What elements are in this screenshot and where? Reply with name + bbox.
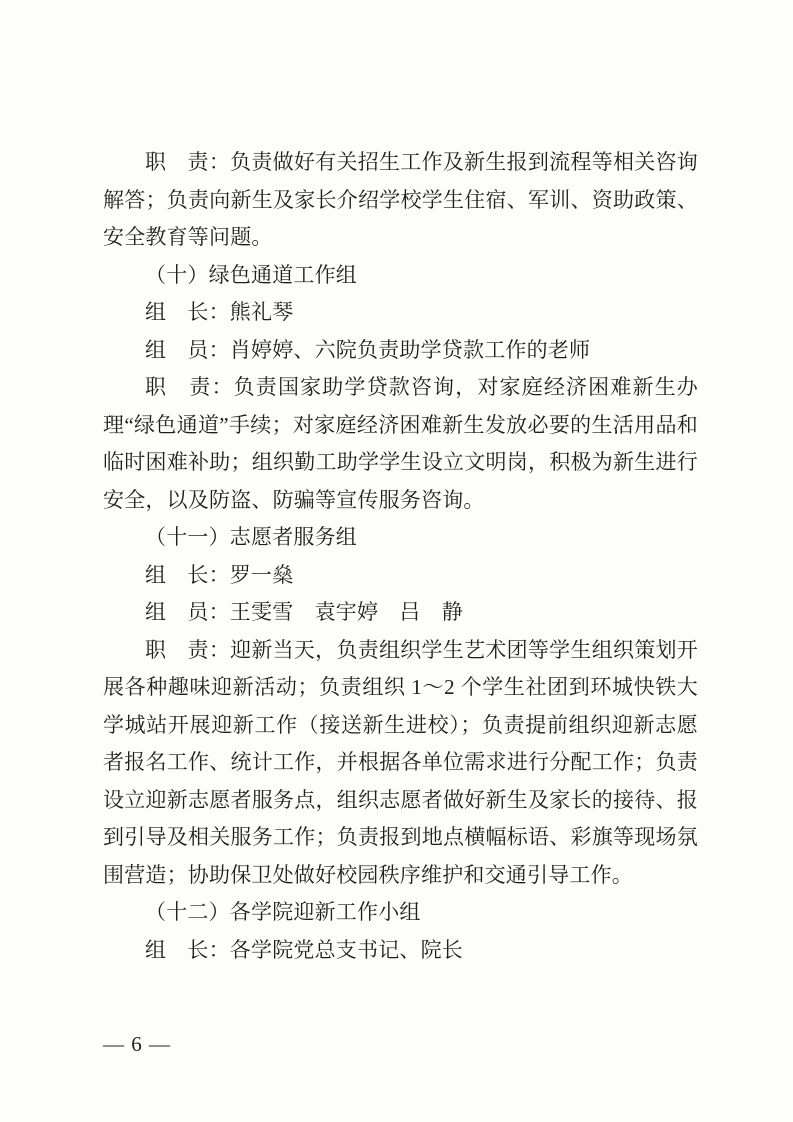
green-channel-leader-line: 组 长：熊礼琴	[145, 300, 294, 324]
volunteer-members-line: 组 员：王雯雪 袁宇婷 吕 静	[145, 600, 463, 624]
volunteer-leader-line: 组 长：罗一燊	[145, 562, 294, 587]
duty-paragraph-green-channel: 职 责：负责国家助学贷款咨询，对家庭经济困难新生办理“绿色通道”手续；对家庭经济困难新生发放必要的生活用品和临时困难补助；组织勤工助学学生设立文明岗，积极为新生进行安全，以及防盗、防骗等宣传服务咨询。	[103, 375, 698, 512]
document-body	[103, 144, 698, 969]
duty-paragraph-volunteer: 职 责：迎新当天，负责组织学生艺术团等学生组织策划开展各种趣味迎新活动；负责组织 1～2 个学生社团到环城快铁大学城站开展迎新工作（接送新生进校）；负责提前组织迎新志愿者报名工作、统计工作，并根据各单位需求进行分配工作；负责设立迎新志愿者服务点，组织志愿者做好新生及家长的接待、报到引导及相关服务工作；负责报到地点横幅标语、彩旗等现场氛围营造；协助保卫处做好校园秩序维护和交通引导工作。	[103, 637, 698, 887]
section-heading-green-channel-group: （十）绿色通道工作组	[145, 262, 357, 287]
green-channel-members-line: 组 员：肖婷婷、六院负责助学贷款工作的老师	[145, 337, 591, 362]
section-heading-volunteer-service-group: （十一）志愿者服务组	[145, 525, 357, 549]
page-number: — 6 —	[103, 1032, 171, 1056]
section-heading-college-welcome-group: （十二）各学院迎新工作小组	[145, 900, 421, 924]
duty-paragraph-admissions: 职 责：负责做好有关招生工作及新生报到流程等相关咨询解答；负责向新生及家长介绍学校学生住宿、军训、资助政策、安全教育等问题。	[103, 150, 698, 249]
college-group-leader-line: 组 长：各学院党总支书记、院长	[145, 937, 463, 962]
